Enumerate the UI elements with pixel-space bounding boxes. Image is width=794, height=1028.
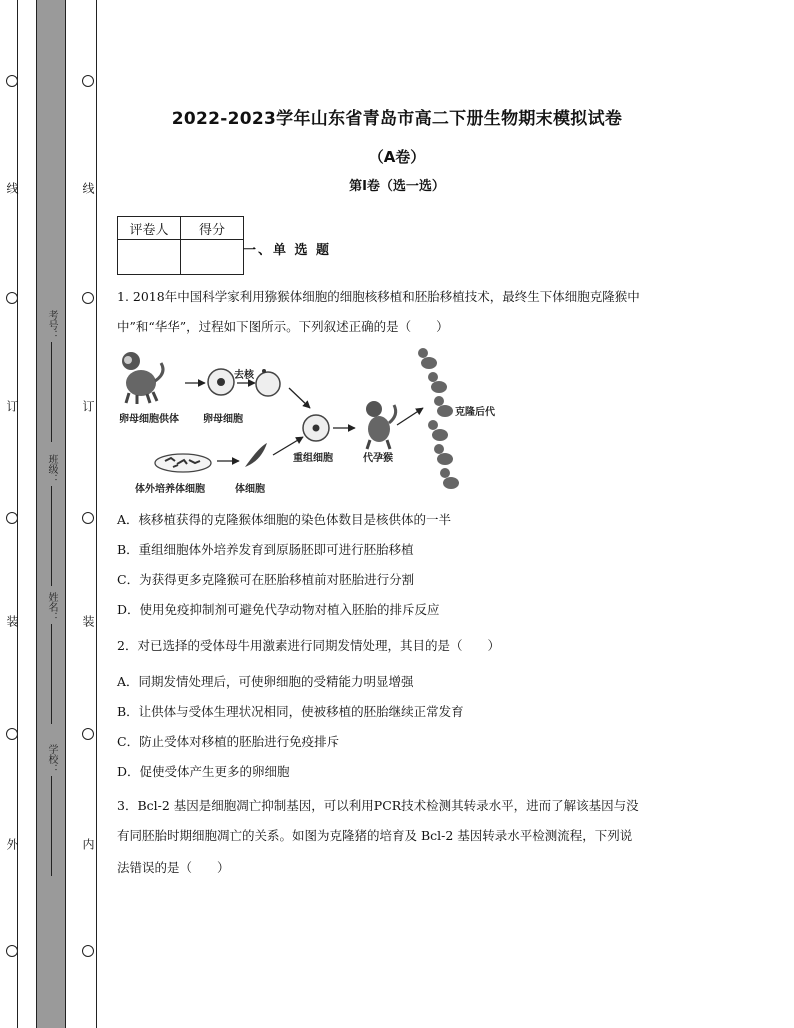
exam-number-field: 考号： xyxy=(44,310,59,442)
binding-hole-circle xyxy=(6,512,18,524)
clone-offspring-icon xyxy=(418,348,459,489)
binding-hole-circle xyxy=(6,292,18,304)
q3-stem-line3: 法错误的是（ ） xyxy=(117,860,230,875)
class-field: 班级： xyxy=(44,454,59,586)
outer-char-zhuang: 装 xyxy=(5,615,19,627)
inner-char-ding: 订 xyxy=(81,400,95,412)
binding-hole-circle xyxy=(82,728,94,740)
binding-hole-circle xyxy=(6,75,18,87)
q1-stem-line1: 1. 2018年中国科学家利用猕猴体细胞的细胞核移植和胚胎移植技术，最终生下体细胞克隆猴中 xyxy=(117,289,640,304)
q1-option-a: A．核移植获得的克隆猴体细胞的染色体数目是核供体的一半 xyxy=(117,512,452,527)
score-header: 得分 xyxy=(181,217,244,240)
cloning-process-figure xyxy=(117,343,495,500)
somatic-cell-icon xyxy=(245,443,267,467)
label-somatic: 体细胞 xyxy=(235,484,265,495)
label-surrogate: 代孕猴 xyxy=(363,453,393,464)
q2-option-c: C．防止受体对移植的胚胎进行免疫排斥 xyxy=(117,734,340,749)
grader-header: 评卷人 xyxy=(118,217,181,240)
score-cell xyxy=(181,240,244,275)
binding-hole-circle xyxy=(82,75,94,87)
oocyte-icon xyxy=(208,369,234,395)
paper-label: （A卷） xyxy=(368,148,426,166)
label-clones: 克隆后代 xyxy=(455,407,495,418)
outer-char-xian: 线 xyxy=(5,182,19,194)
q1-stem-line2: 中”和“华华”，过程如下图所示。下列叙述正确的是（ ） xyxy=(117,319,449,334)
label-enucleate: 去核 xyxy=(234,370,254,381)
inner-char-zhuang: 装 xyxy=(81,615,95,627)
outer-char-ding: 订 xyxy=(5,400,19,412)
binding-hole-circle xyxy=(6,945,18,957)
label-oocyte: 卵母细胞 xyxy=(203,414,243,425)
volume-label: 第I卷（选一选） xyxy=(349,179,445,194)
q2-option-b: B．让供体与受体生理状况相同，使被移植的胚胎继续正常发育 xyxy=(117,704,464,719)
label-culture: 体外培养体细胞 xyxy=(135,484,205,495)
binding-hole-circle xyxy=(6,728,18,740)
q3-stem-line1: 3．Bcl-2 基因是细胞凋亡抑制基因，可以利用PCR技术检测其转录水平，进而了解该基因与没 xyxy=(117,798,639,813)
q1-option-c: C．为获得更多克隆猴可在胚胎移植前对胚胎进行分割 xyxy=(117,572,415,587)
enucleated-oocyte-icon xyxy=(256,369,280,396)
score-table xyxy=(117,216,244,275)
surrogate-monkey-icon xyxy=(366,401,396,449)
section-title: 一、单 选 题 xyxy=(243,243,332,258)
q1-option-b: B．重组细胞体外培养发育到原肠胚即可进行胚胎移植 xyxy=(117,542,414,557)
name-field: 姓名： xyxy=(44,592,59,724)
q2-option-a: A．同期发情处理后，可使卵细胞的受精能力明显增强 xyxy=(117,674,414,689)
outer-char-wai: 外 xyxy=(5,838,19,850)
inner-char-xian: 线 xyxy=(81,182,95,194)
q2-stem: 2．对已选择的受体母牛用激素进行同期发情处理，其目的是（ ） xyxy=(117,638,500,653)
label-donor: 卵母细胞供体 xyxy=(119,414,179,425)
binding-hole-circle xyxy=(82,292,94,304)
inner-char-nei: 内 xyxy=(81,838,95,850)
donor-monkey-icon xyxy=(122,352,163,404)
school-field: 学校： xyxy=(44,744,59,876)
q2-option-d: D．促使受体产生更多的卵细胞 xyxy=(117,764,290,779)
q3-stem-line2: 有同胚胎时期细胞凋亡的关系。如图为克隆猪的培育及 Bcl-2 基因转录水平检测流程，下列说 xyxy=(117,828,633,843)
binding-hole-circle xyxy=(82,945,94,957)
recombined-cell-icon xyxy=(303,415,329,441)
binding-hole-circle xyxy=(82,512,94,524)
label-recombined: 重组细胞 xyxy=(293,453,333,464)
exam-title: 2022-2023学年山东省青岛市高二下册生物期末模拟试卷 xyxy=(171,109,623,129)
culture-dish-icon xyxy=(155,454,211,472)
grader-cell xyxy=(118,240,181,275)
q1-option-d: D．使用免疫抑制剂可避免代孕动物对植入胚胎的排斥反应 xyxy=(117,602,440,617)
